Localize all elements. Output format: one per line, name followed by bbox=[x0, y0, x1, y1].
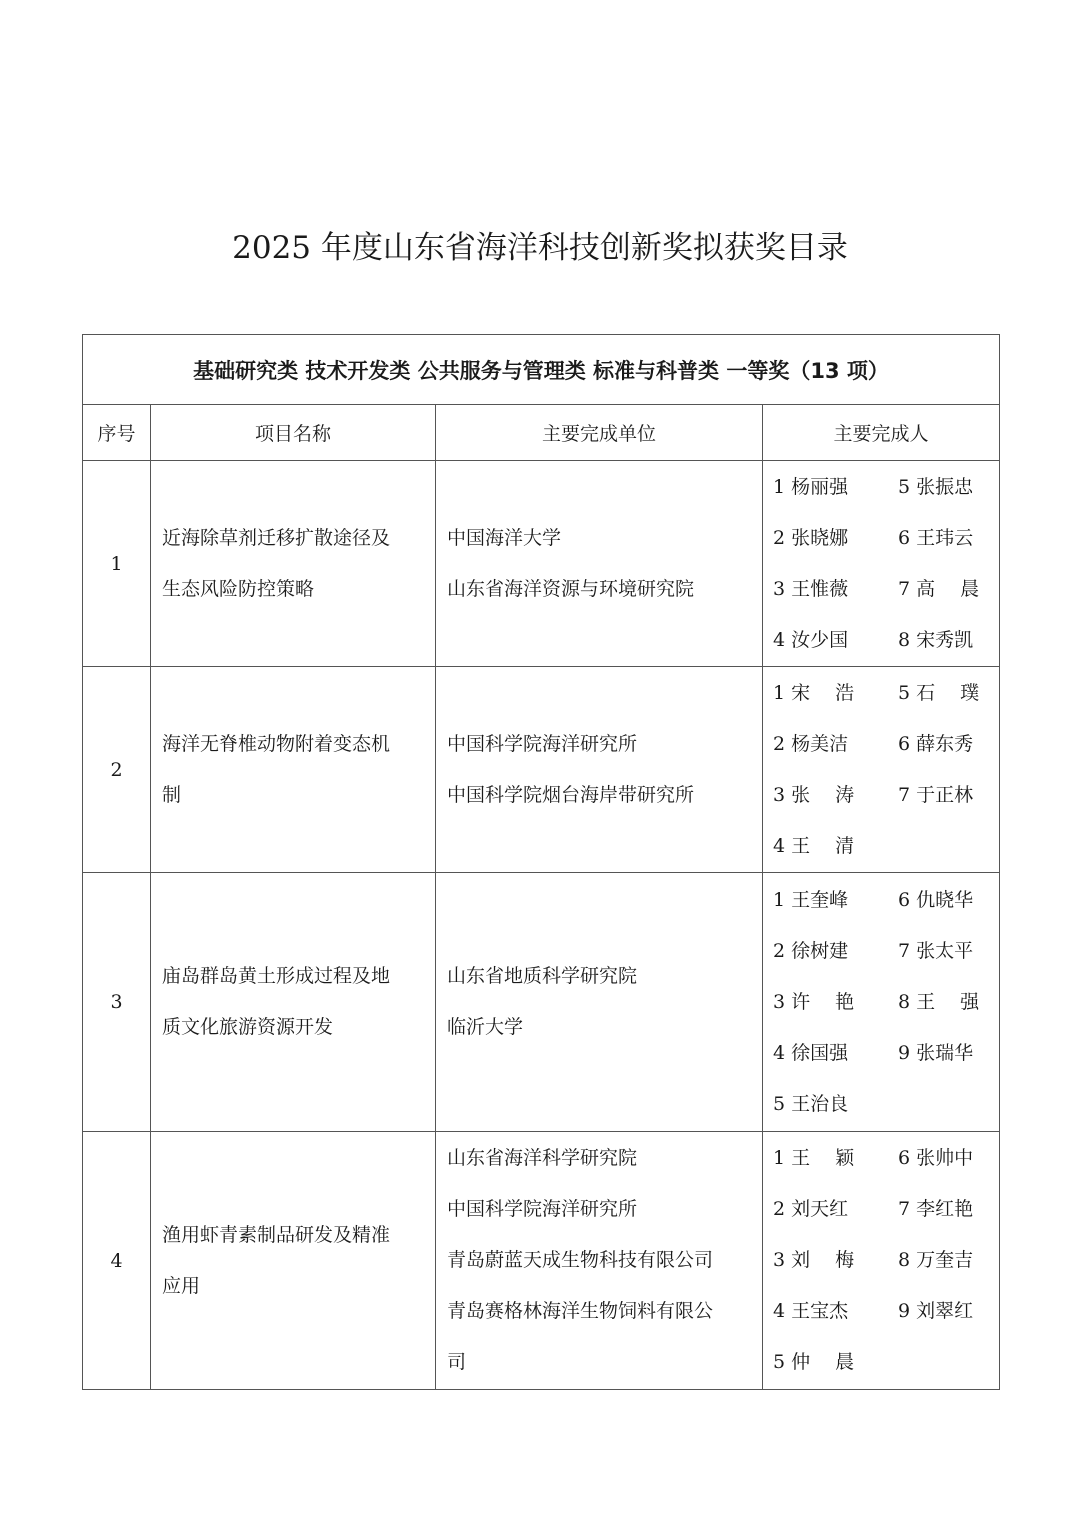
person: 7 李红艳 bbox=[898, 1198, 974, 1220]
person: 2 杨美洁 bbox=[773, 732, 849, 755]
person: 7 于正林 bbox=[898, 783, 974, 806]
person: 2 刘天红 bbox=[773, 1198, 849, 1220]
row-number: 4 bbox=[83, 1132, 151, 1390]
person: 8 万奎吉 bbox=[898, 1249, 974, 1271]
row-number: 2 bbox=[83, 667, 151, 873]
person: 4 汝少国 bbox=[773, 628, 849, 651]
project-name-line: 生态风险防控策略 bbox=[162, 577, 315, 600]
person: 5 石 璞 bbox=[898, 681, 980, 704]
completion-units bbox=[436, 873, 763, 1132]
project-name-line: 应用 bbox=[162, 1274, 201, 1297]
unit-item: 青岛蔚蓝天成生物科技有限公司 bbox=[447, 1249, 714, 1271]
person: 5 王治良 bbox=[773, 1092, 849, 1115]
person: 3 张 涛 bbox=[773, 783, 855, 806]
person: 1 王奎峰 bbox=[773, 888, 849, 911]
person: 1 杨丽强 bbox=[773, 475, 849, 498]
table-row bbox=[83, 1132, 1000, 1390]
category-heading: 基础研究类 技术开发类 公共服务与管理类 标准与科普类 一等奖（13 项） bbox=[83, 335, 1000, 405]
project-name-line: 海洋无脊椎动物附着变态机 bbox=[162, 732, 391, 755]
person: 3 王惟薇 bbox=[773, 577, 849, 600]
person: 1 王 颖 bbox=[773, 1147, 855, 1169]
person: 8 王 强 bbox=[898, 990, 980, 1013]
person: 6 张帅中 bbox=[898, 1147, 974, 1169]
person: 9 刘翠红 bbox=[898, 1300, 974, 1322]
person: 4 徐国强 bbox=[773, 1041, 849, 1064]
header-people: 主要完成人 bbox=[763, 405, 1000, 461]
unit-item: 山东省地质科学研究院 bbox=[447, 965, 638, 987]
table-row bbox=[83, 873, 1000, 1132]
row-number: 1 bbox=[83, 461, 151, 667]
project-name-line: 庙岛群岛黄土形成过程及地 bbox=[162, 965, 391, 987]
unit-item: 司 bbox=[447, 1351, 467, 1373]
person: 9 张瑞华 bbox=[898, 1041, 974, 1064]
person: 6 仇晓华 bbox=[898, 888, 974, 911]
person: 7 高 晨 bbox=[898, 577, 980, 600]
project-name-line: 近海除草剂迁移扩散途径及 bbox=[162, 526, 391, 549]
document-title: 2025 年度山东省海洋科技创新奖拟获奖目录 bbox=[232, 230, 848, 266]
person: 4 王 清 bbox=[773, 834, 855, 857]
person: 5 仲 晨 bbox=[773, 1351, 855, 1373]
person: 2 张晓娜 bbox=[773, 526, 849, 549]
project-name bbox=[151, 461, 436, 667]
completion-units bbox=[436, 667, 763, 873]
unit-item: 临沂大学 bbox=[447, 1016, 524, 1038]
header-units: 主要完成单位 bbox=[436, 405, 763, 461]
project-name-line: 质文化旅游资源开发 bbox=[162, 1016, 334, 1038]
unit-item: 青岛赛格林海洋生物饲料有限公 bbox=[447, 1300, 714, 1322]
unit-item: 山东省海洋科学研究院 bbox=[447, 1147, 638, 1169]
project-name bbox=[151, 667, 436, 873]
person: 8 宋秀凯 bbox=[898, 628, 974, 651]
person: 6 薛东秀 bbox=[898, 732, 974, 755]
person bbox=[898, 1337, 1008, 1388]
person: 1 宋 浩 bbox=[773, 681, 855, 704]
unit-item: 山东省海洋资源与环境研究院 bbox=[447, 577, 695, 600]
award-table bbox=[82, 334, 1000, 1390]
completion-people bbox=[763, 873, 1000, 1132]
person: 3 刘 梅 bbox=[773, 1249, 855, 1271]
completion-people bbox=[763, 667, 1000, 873]
person bbox=[898, 821, 1008, 872]
person: 5 张振忠 bbox=[898, 475, 974, 498]
person: 7 张太平 bbox=[898, 939, 974, 962]
table-row bbox=[83, 461, 1000, 667]
completion-units bbox=[436, 1132, 763, 1390]
unit-item: 中国科学院海洋研究所 bbox=[447, 732, 638, 755]
unit-item: 中国海洋大学 bbox=[447, 526, 562, 549]
completion-people bbox=[763, 1132, 1000, 1390]
completion-units bbox=[436, 461, 763, 667]
project-name bbox=[151, 1132, 436, 1390]
header-project-name: 项目名称 bbox=[151, 405, 436, 461]
unit-item: 中国科学院烟台海岸带研究所 bbox=[447, 783, 695, 806]
person: 6 王玮云 bbox=[898, 526, 974, 549]
project-name-line: 制 bbox=[162, 783, 182, 806]
header-no: 序号 bbox=[83, 405, 151, 461]
person: 3 许 艳 bbox=[773, 990, 855, 1013]
row-number: 3 bbox=[83, 873, 151, 1132]
header-row bbox=[83, 405, 1000, 461]
person: 2 徐树建 bbox=[773, 939, 849, 962]
project-name-line: 渔用虾青素制品研发及精准 bbox=[162, 1223, 391, 1246]
person bbox=[898, 1079, 1008, 1130]
person: 4 王宝杰 bbox=[773, 1300, 849, 1322]
project-name bbox=[151, 873, 436, 1132]
completion-people bbox=[763, 461, 1000, 667]
table-row bbox=[83, 667, 1000, 873]
unit-item: 中国科学院海洋研究所 bbox=[447, 1198, 638, 1220]
